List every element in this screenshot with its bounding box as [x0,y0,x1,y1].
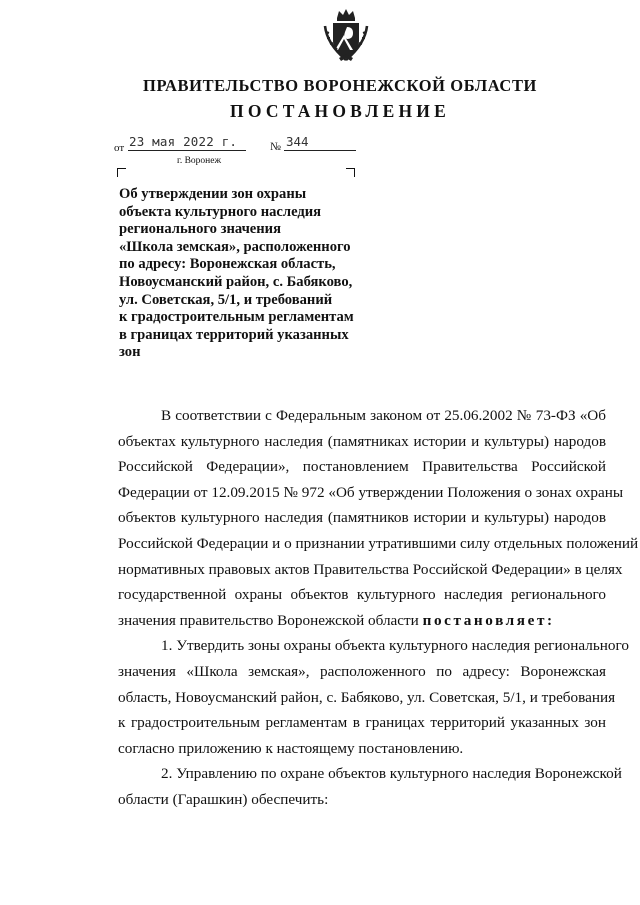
document-body [118,403,639,813]
subject-line: Новоусманский район, с. Бабяково, [119,273,353,290]
document-subject [119,186,369,362]
number-underline [284,150,356,151]
body-line: Федерации от 12.09.2015 № 972 «Об утверждении Положения о зонах охраны [118,483,624,501]
corner-bracket-left [117,168,126,177]
subject-line: «Школа земская», расположенного [119,238,351,255]
body-line-last [118,608,606,634]
subject-line: Об утверждении зон охраны [119,186,307,202]
body-line: Российской Федерации», постановлением Правительства Российской [118,458,606,476]
corner-bracket-right [346,168,355,177]
subject-line: ул. Советская, 5/1, и требований [119,291,333,308]
body-line: область, Новоусманский район, с. Бабяково, ул. Советская, 5/1, и требования [118,688,616,706]
document-number: 344 [286,134,309,149]
preamble-last-text: значения правительство Воронежской области [118,611,419,629]
organization-title: ПРАВИТЕЛЬСТВО ВОРОНЕЖСКОЙ ОБЛАСТИ [143,76,537,95]
city-label: г. Воронеж [177,156,222,166]
decree-word: постановляет: [422,611,555,629]
item-2-paragraph [118,761,622,812]
number-sign: № [270,141,281,153]
document-date: 23 мая 2022 г. [129,134,238,149]
body-line: государственной охраны объектов культурного наследия регионального [118,586,606,604]
body-line: значения «Школа земская», расположенного по адресу: Воронежская [118,662,606,680]
body-line: объектов культурного наследия (памятников истории и культуры) народов [118,509,606,527]
subject-line: к градостроительным регламентам [119,309,354,326]
document-type: ПОСТАНОВЛЕНИЕ [230,101,450,121]
subject-line: объекта культурного наследия [119,203,322,220]
body-line: Российской Федерации и о признании утратившими силу отдельных положений [118,534,639,552]
body-line: к градостроительным регламентам в границах территорий указанных зон [118,714,606,732]
body-line: 2. Управлению по охране объектов культурного наследия Воронежской [161,765,622,783]
body-line-last: области (Гарашкин) обеспечить: [118,790,329,808]
preamble-paragraph [118,403,639,633]
body-line-last: согласно приложению к настоящему постановлению. [118,739,464,757]
subject-line: регионального значения [119,221,281,238]
date-underline [128,150,246,151]
subject-line: зон [119,344,141,361]
subject-line: по адресу: Воронежская область, [119,256,336,273]
date-prefix: от [114,142,125,154]
subject-line: в границах территорий указанных [119,326,349,343]
body-line: В соответствии с Федеральным законом от 25.06.2002 № 73-ФЗ «Об [161,407,606,424]
body-line: объектах культурного наследия (памятниках истории и культуры) народов [118,432,606,450]
body-line: нормативных правовых актов Правительства Российской Федерации» в целях [118,560,623,578]
item-1-paragraph [118,633,629,761]
voronezh-coat-of-arms-icon [323,8,369,62]
body-line: 1. Утвердить зоны охраны объекта культурного наследия регионального [161,637,629,655]
